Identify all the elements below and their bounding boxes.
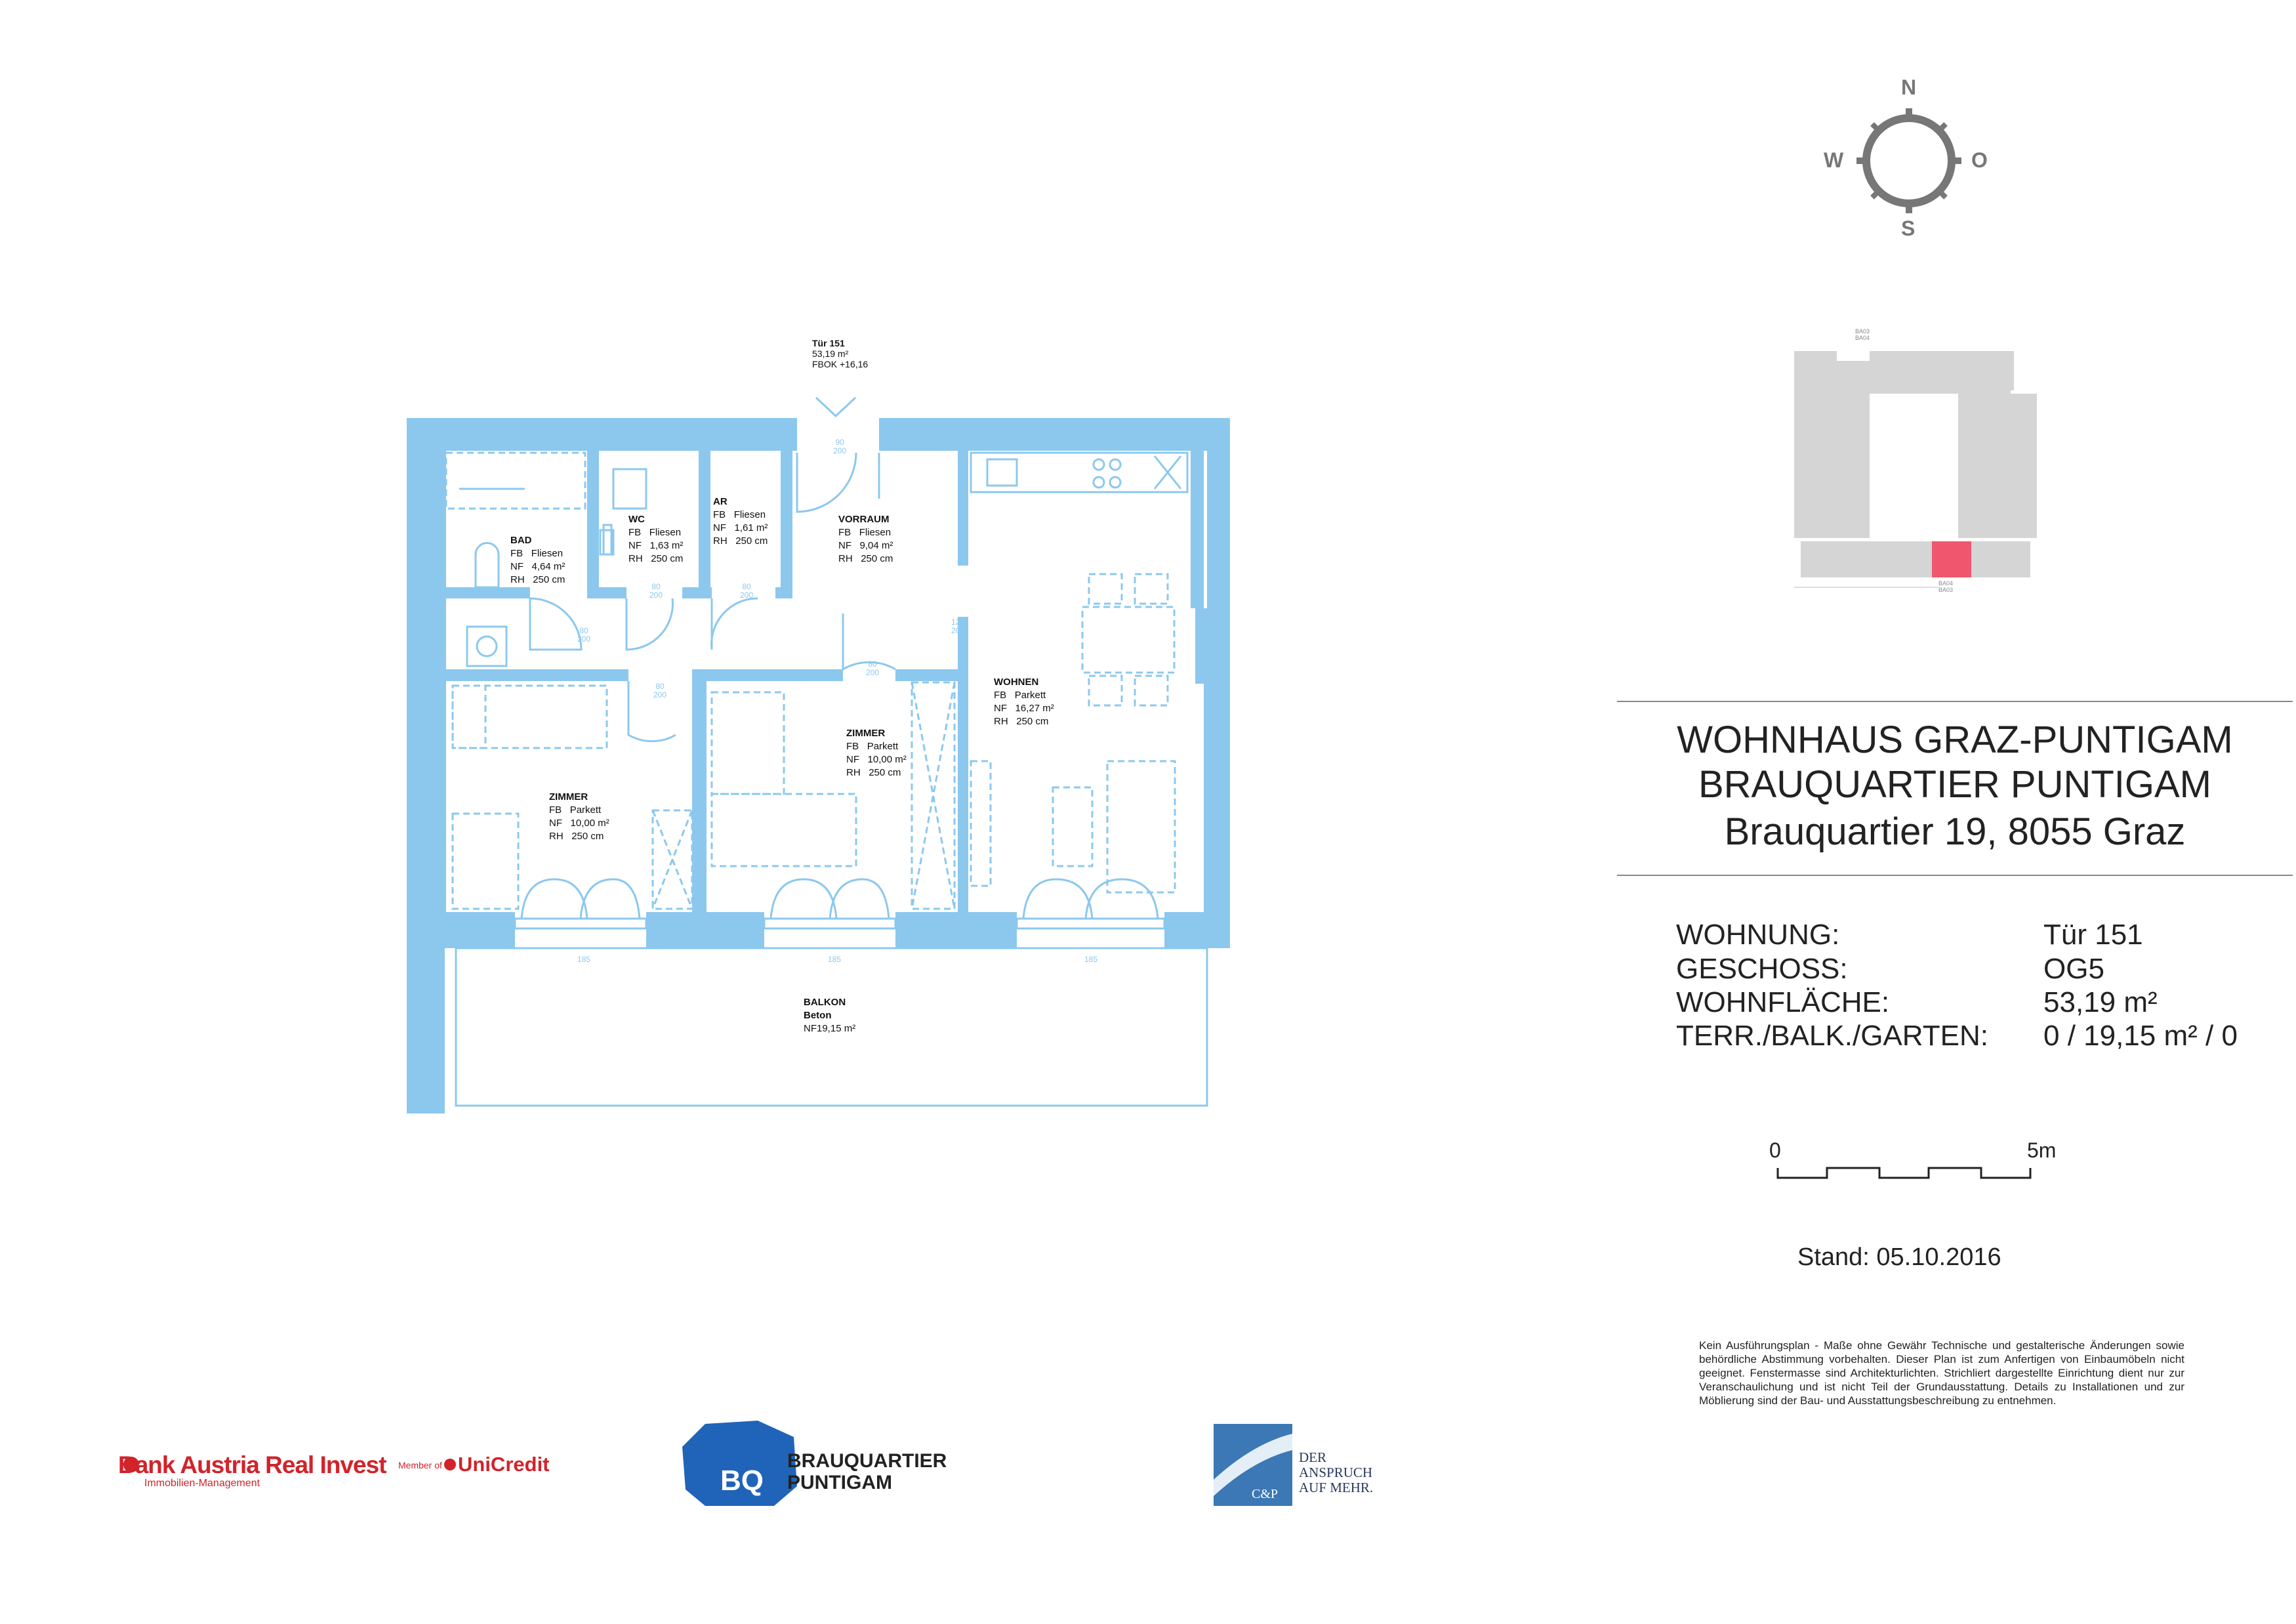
nf-key: NF	[846, 754, 859, 765]
nf-value: 16,27 m²	[1015, 703, 1054, 714]
door-dim-width: 80	[579, 626, 588, 635]
project-subtitle: BRAUQUARTIER PUNTIGAM	[1698, 763, 2211, 806]
rh-value: 250 cm	[861, 553, 893, 564]
rh-key: RH	[846, 767, 861, 778]
bank-austria-name: Bank Austria Real Invest	[118, 1451, 386, 1478]
door-dim-width: 120	[951, 617, 965, 627]
nf-key: NF	[628, 540, 642, 551]
keyplan-label: BA04	[1938, 580, 1954, 587]
fb-value: Fliesen	[531, 548, 564, 559]
entry-arrow	[816, 398, 855, 416]
entry-level: FBOK +16,16	[812, 359, 869, 369]
fb-key: FB	[846, 741, 859, 752]
window-dim-1: 185	[577, 955, 591, 964]
keyplan-label: BA03	[1855, 328, 1870, 335]
key-plan	[1794, 351, 2037, 587]
info-value-wohnflaeche: 53,19 m²	[2043, 986, 2158, 1018]
bq-logo-text	[787, 1450, 947, 1493]
nf-value: 9,04 m²	[859, 540, 893, 551]
door-dim-width: 80	[655, 682, 665, 691]
title-divider-bottom	[1617, 875, 2293, 876]
fb-value: Fliesen	[859, 527, 892, 538]
fb-key: FB	[713, 509, 726, 520]
scale-end: 5m	[2027, 1138, 2057, 1162]
nf-key: NF	[713, 522, 726, 533]
bank-austria-sub: Immobilien-Management	[144, 1478, 260, 1489]
nf-value: 1,61 m²	[734, 522, 768, 533]
entry-label	[812, 338, 868, 369]
scale-start: 0	[1769, 1138, 1781, 1162]
bq-line-1: BRAUQUARTIER	[787, 1450, 947, 1472]
bq-logo-mark: BQ	[720, 1465, 764, 1497]
room-label-wc	[628, 513, 683, 566]
member-of-text: Member of	[398, 1460, 442, 1470]
compass-east: O	[1971, 148, 1988, 172]
room-name: BALKON	[804, 997, 846, 1008]
compass-north: N	[1901, 75, 1917, 99]
fb-value: Fliesen	[733, 509, 766, 520]
cp-line-2: ANSPRUCH	[1299, 1465, 1373, 1480]
fb-value: Fliesen	[649, 527, 682, 538]
door-dim-ar	[740, 583, 753, 600]
nf-value: 4,64 m²	[531, 561, 565, 572]
door-dim-width: 90	[835, 438, 844, 447]
room-label-wohnen	[994, 676, 1054, 728]
door-dim-height: 200	[649, 591, 663, 600]
rh-value: 250 cm	[735, 535, 768, 547]
project-title: WOHNHAUS GRAZ-PUNTIGAM	[1677, 718, 2233, 761]
rh-value: 250 cm	[571, 831, 604, 842]
stand-date: Stand: 05.10.2016	[1797, 1243, 2001, 1271]
info-value-geschoss: OG5	[2043, 953, 2104, 985]
info-label-wohnflaeche: WOHNFLÄCHE:	[1676, 986, 1890, 1018]
fb-value: Parkett	[569, 804, 602, 816]
nf-value: 10,00 m²	[867, 754, 907, 765]
bq-line-2: PUNTIGAM	[787, 1472, 892, 1493]
fb-key: FB	[549, 804, 562, 816]
room-label-zimmer-2	[846, 727, 907, 780]
compass-south: S	[1901, 217, 1916, 240]
rh-value: 250 cm	[869, 767, 901, 778]
cp-logo-text	[1299, 1450, 1373, 1495]
info-label-geschoss: GESCHOSS:	[1676, 953, 1848, 985]
nf-value: 1,63 m²	[649, 540, 684, 551]
door-dim-entry	[833, 438, 846, 455]
door-dim-height: 200	[833, 446, 847, 455]
room-name: ZIMMER	[549, 791, 588, 802]
rh-key: RH	[713, 535, 728, 547]
room-name: AR	[713, 496, 728, 507]
fb-key: FB	[994, 690, 1007, 701]
door-dim-width: 80	[651, 582, 661, 591]
fb-value: Parkett	[867, 741, 899, 752]
door-dim-width: 80	[742, 582, 751, 591]
fb-key: FB	[838, 527, 851, 538]
door-dim-height: 203	[951, 626, 965, 635]
room-label-ar	[713, 495, 768, 548]
rh-key: RH	[549, 831, 564, 842]
rh-value: 250 cm	[1016, 716, 1049, 727]
info-label-wohnung: WOHNUNG:	[1676, 919, 1840, 951]
entry-door: Tür 151	[812, 338, 845, 348]
title-divider-top	[1617, 701, 2293, 702]
rh-key: RH	[994, 716, 1008, 727]
info-value-terrasse: 0 / 19,15 m² / 0	[2043, 1020, 2238, 1052]
nf-value: NF19,15 m²	[804, 1023, 856, 1034]
keyplan-bottom-labels	[1938, 580, 1953, 593]
project-address: Brauquartier 19, 8055 Graz	[1724, 810, 2186, 853]
room-label-balkon	[804, 996, 855, 1035]
rh-key: RH	[838, 553, 853, 564]
room-label-bad	[510, 534, 565, 587]
nf-key: NF	[838, 540, 851, 551]
cp-line-1: DER	[1299, 1449, 1326, 1465]
nf-key: NF	[994, 703, 1007, 714]
fb-key: FB	[510, 548, 523, 559]
door-dim-wc	[649, 583, 663, 600]
room-name: WC	[628, 514, 645, 525]
entry-area: 53,19 m²	[812, 348, 849, 359]
nf-key: NF	[549, 818, 562, 829]
fb-key: FB	[628, 527, 642, 538]
info-label-terrasse: TERR./BALK./GARTEN:	[1676, 1020, 1988, 1052]
balkon-material: Beton	[804, 1010, 832, 1021]
door-dim-height: 200	[866, 668, 880, 677]
window-dim-3: 185	[1084, 955, 1098, 964]
door-dim-zimmer-1	[653, 682, 666, 699]
rh-value: 250 cm	[533, 574, 565, 585]
door-dim-height: 200	[577, 635, 591, 644]
door-dim-width: 80	[868, 659, 877, 669]
door-dim-height: 200	[740, 591, 754, 600]
room-name: ZIMMER	[846, 728, 886, 739]
room-label-zimmer-1	[549, 791, 609, 843]
cp-line-3: AUF MEHR.	[1299, 1480, 1374, 1495]
nf-key: NF	[510, 561, 523, 572]
disclaimer-text: Kein Ausführungsplan - Maße ohne Gewähr Technische und gestalterische Änderungen sowie behördliche Abstimmung vorbehalten. Dieser Plan ist zum Anfertigen von Einbaumöbeln nicht geeignet. Fenstermasse sind Architekturlichten. Strichliert dargestellte Einrichtung dient nur zur Veranschaulichung und ist nicht Teil der Grundausstattung. Details zu Installationen und zur Möblierung sind der Bau- und Ausstattungsbeschreibung zu entnehmen.	[1699, 1339, 2184, 1407]
room-label-vorraum	[838, 513, 893, 566]
fb-value: Parkett	[1014, 690, 1046, 701]
rh-key: RH	[628, 553, 643, 564]
scale-bar	[1778, 1168, 2030, 1178]
info-value-wohnung: Tür 151	[2043, 919, 2143, 951]
rh-key: RH	[510, 574, 525, 585]
apartment-highlight	[1932, 541, 1971, 577]
keyplan-label: BA04	[1855, 335, 1870, 341]
compass-rose	[1856, 108, 1961, 213]
door-dim-bad	[577, 627, 590, 644]
bank-austria-logo	[118, 1451, 386, 1489]
room-name: WOHNEN	[994, 677, 1039, 688]
door-dim-wohnen	[951, 618, 964, 635]
room-name: BAD	[510, 535, 532, 546]
keyplan-label: BA03	[1938, 587, 1954, 593]
rh-value: 250 cm	[651, 553, 684, 564]
cp-logo-mark: C&P	[1252, 1487, 1279, 1501]
compass-west: W	[1824, 148, 1844, 172]
door-dim-height: 200	[653, 690, 667, 699]
unicredit-logo: UniCredit	[458, 1453, 550, 1476]
window-dim-2: 185	[828, 955, 842, 964]
door-dim-zimmer-2	[866, 660, 879, 677]
nf-value: 10,00 m²	[570, 818, 609, 829]
keyplan-top-labels	[1855, 328, 1870, 341]
room-name: VORRAUM	[838, 514, 890, 525]
